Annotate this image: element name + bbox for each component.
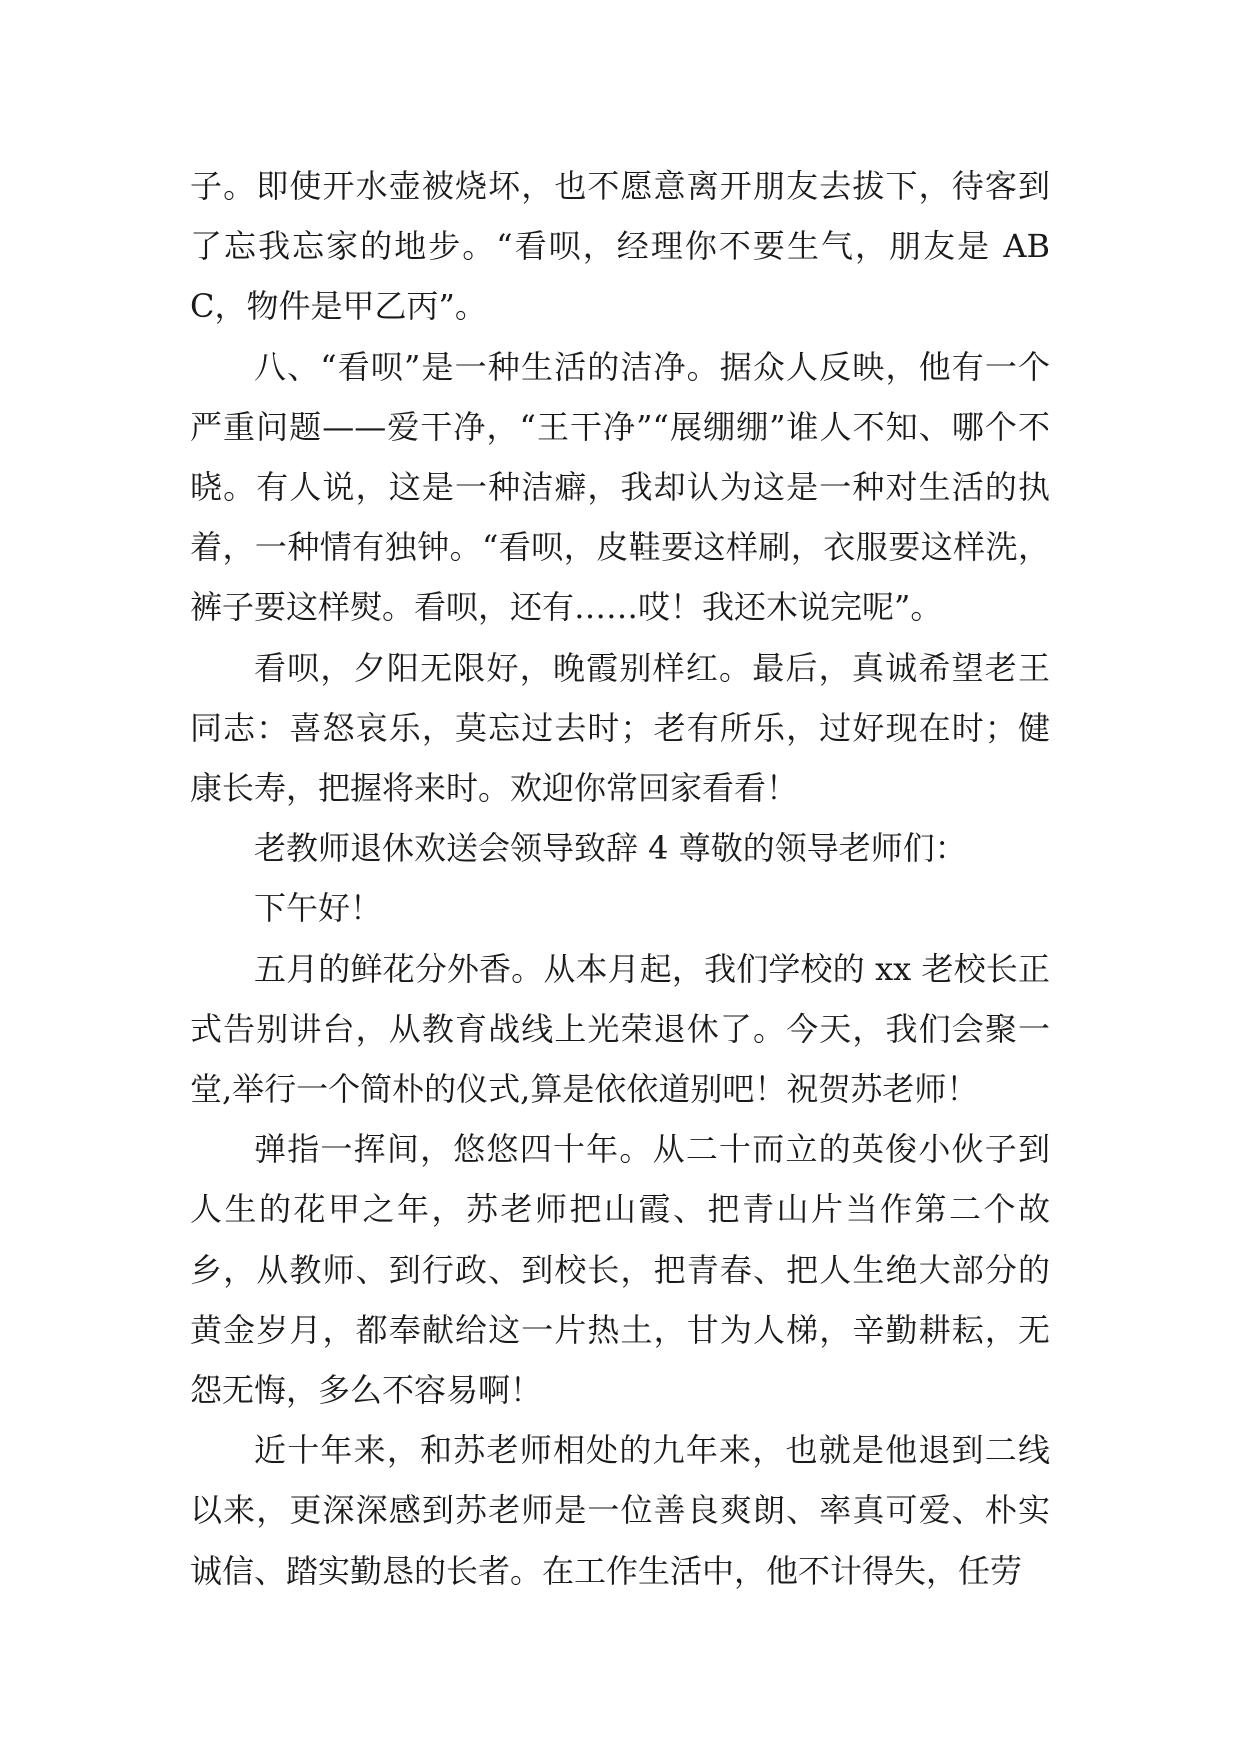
paragraph-1: 子。即使开水壶被烧坏，也不愿意离开朋友去拔下，待客到了忘我忘家的地步。“看呗，经理你不要生气，朋友是 ABC，物件是甲乙丙”。 — [190, 167, 1050, 326]
speech-heading: 老教师退休欢送会领导致辞 4 尊敬的领导老师们： — [254, 829, 967, 868]
paragraph-6: 五月的鲜花分外香。从本月起，我们学校的 xx 老校长正式告别讲台，从教育战线上光荣退休了。今天，我们会聚一堂,举行一个简朴的仪式,算是依依道别吧！祝贺苏老师！ — [190, 949, 1050, 1109]
paragraph-7: 弹指一挥间，悠悠四十年。从二十而立的英俊小伙子到人生的花甲之年，苏老师把山霞、把青山片当作第二个故乡，从教师、到行政、到校长，把青春、把人生绝大部分的黄金岁月，都奉献给这一片热土，甘为人梯，辛勤耕耘，无怨无悔，多么不容易啊！ — [190, 1130, 1050, 1410]
paragraph-8: 近十年来，和苏老师相处的九年来，也就是他退到二线以来，更深深感到苏老师是一位善良爽朗、率真可爱、朴实诚信、踏实勤恳的长者。在工作生活中，他不计得失，任劳 — [190, 1431, 1050, 1590]
document-body — [190, 156, 1050, 1601]
paragraph-3: 看呗，夕阳无限好，晚霞别样红。最后，真诚希望老王同志：喜怒哀乐，莫忘过去时；老有所乐，过好现在时；健康长寿，把握将来时。欢迎你常回家看看！ — [190, 648, 1050, 808]
greeting: 下午好！ — [254, 889, 383, 928]
paragraph-2: 八、“看呗”是一种生活的洁净。据众人反映，他有一个严重问题——爱干净，“王干净”“展绷绷”谁人不知、哪个不晓。有人说，这是一种洁癖，我却认为这是一种对生活的执着，一种情有独钟。“看呗，皮鞋要这样刷，衣服要这样洗，裤子要这样熨。看呗，还有……哎！我还木说完呢”。 — [190, 347, 1050, 627]
